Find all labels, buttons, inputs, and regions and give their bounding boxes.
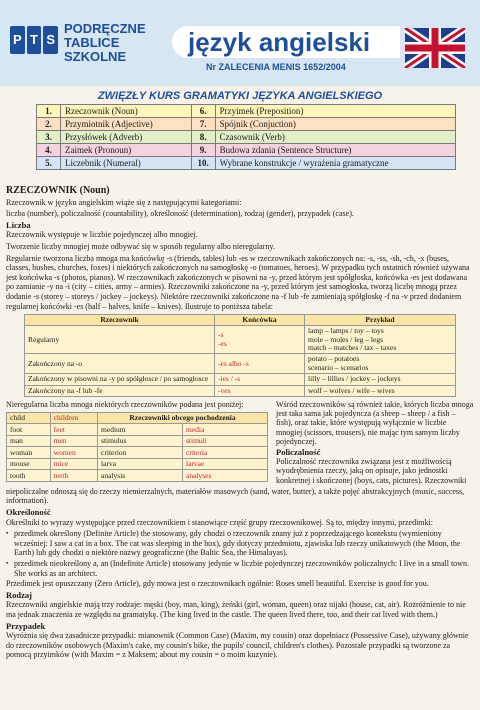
number-heading: Liczba [6,219,31,230]
contents-row [37,105,456,118]
table-cell: -s -es [215,326,305,354]
summary-title: ZWIĘZŁY KURS GRAMATYKI JĘZYKA ANGIELSKIEGO [97,90,383,102]
table-cell: larvae [183,458,268,470]
column-header: children [50,412,97,424]
contents-table [36,104,456,170]
irregular-right-column [276,400,474,487]
list-item: ▪ przedimek określony (Definite Article) the stosowany, gdy chodzi o rzeczownik znany już z poprzedzającego kontekstu (wymieniony wcześniej: I saw a cat in a box. The cat was sleeping in the box), gdy dotyczy przedmiotu, zjawiska lub rzeczy unikatowych (the Moon, the Earth) lub gdy chodzi o niektóre nazwy geograficzne (the Baltic Sea, the Himalayas). [6,529,474,558]
logo-letter-s: S [43,26,58,54]
plural-endings-table [24,314,456,397]
table-cell: lamp – lamps / toy – toys mole – moles / leg – legs match – matches / tax – taxes [305,326,456,354]
table-cell: stimulus [98,435,183,447]
table-cell: analysis [98,470,183,482]
contents-number: 5. [37,157,61,170]
zero-article-paragraph: Przedimek jest opuszczany (Zero Article), gdy mowa jest o rzeczownikach ogólnie: Roses smell beautiful. Exercise is good for you. [6,579,429,589]
table-cell: tooth [7,470,51,482]
table-cell: stimuli [183,435,268,447]
table-row [25,374,456,385]
table-row [25,354,456,374]
subject-title: język angielski [188,27,371,57]
table-row [7,458,268,470]
table-cell: Zakończony na -o [25,354,215,374]
table-cell: Zakończony na -f lub -fe [25,385,215,396]
table-cell: criterion [98,447,183,459]
contents-number: 7. [191,118,215,131]
header-banner [0,0,480,86]
contents-row [37,118,456,131]
article-list [6,529,474,578]
contents-number: 8. [191,131,215,144]
table-header-row [7,412,268,424]
pts-logo [10,26,58,54]
contents-number: 6. [191,105,215,118]
irregular-intro: Nieregularna liczba mnoga niektórych rzeczowników podana jest poniżej: [6,399,244,409]
table-cell: foot [7,424,51,436]
table-cell: potato – potatoes scenario – scenarios [305,354,456,374]
contents-item: Przyimek (Preposition) [215,105,455,118]
number-paragraph: Tworzenie liczby mnogiej może odbywać się w sposób regularny albo nieregularny. [6,241,275,251]
table-cell: -ves [215,385,305,396]
brand-name [64,22,146,64]
table-cell: lilly – lillies / jockey – jockeys [305,374,456,385]
column-header: child [7,412,51,424]
plural-rules-paragraph: Regularnie tworzona liczba mnoga ma końcówkę -s (friends, tables) lub -es w rzeczownikach zakończonych na: -s, -ss, -sh, -ch, -x (buses, classes, bushes, churches, foxes) i niektórych zakończonych na samogłoskę -o (tomatoes, heroes). W przypadku tych ostatnich również używana jest końcówka -s (photos, pianos). W rzeczownikach zakończonych w pisowni na -y, przed którym jest spółgłoska, końcówka -es jest dodawana po zamianie -y na -i (city – cities, army – armies). Rzeczowniki zakończone na -y, przed którym jest samogłoska, tworzą liczbę mnogą przez dodanie -s (storey – storeys / jockey – jockeys). Niektóre rzeczowniki zakończone na -f lub -fe zamieniają spółgłoskę -f na -v przed dodaniem regularnej końcówki -es (half – halves, knife – knives). Ilustruje to poniższa tabela: [6,253,470,311]
gender-paragraph: Rzeczowniki angielskie mają trzy rodzaje: męski (boy, man, king), żeński (girl, woman, queen) oraz nijaki (house, cat, air). Rozróżnienie to nie ma jednak znaczenia ze względu na gramatykę. (The king lived in the castle. The queen lived there, too, and their cat lived with them.) [6,600,466,619]
table-header-row [25,315,456,326]
case-heading: Przypadek [6,620,46,631]
table-cell: feet [50,424,97,436]
brand-line: TABLICE [64,35,120,50]
number-paragraph: Rzeczownik występuje w liczbie pojedynczej albo mnogiej. [6,230,198,240]
table-cell: woman [7,447,51,459]
contents-number: 9. [191,144,215,157]
list-item: ▪ przedimek nieokreślony a, an (Indefinite Article) stosowany jedynie w liczbie pojedynczej rzeczowników policzalnych: I live in a small town. She works as an architect. [6,559,474,578]
noun-intro: Rzeczownik w języku angielskim wiąże się z następującymi kategoriami: [6,197,242,207]
column-header: Rzeczownik [25,315,215,326]
table-cell: mouse [7,458,51,470]
table-cell: men [50,435,97,447]
contents-number: 1. [37,105,61,118]
contents-row [37,131,456,144]
contents-item: Zaimek (Pronoun) [61,144,192,157]
brand-line: PODRĘCZNE [64,21,146,36]
table-cell: analyses [183,470,268,482]
contents-number: 10. [191,157,215,170]
determination-paragraph: Określniki to wyrazy występujące przed rzeczownikiem i stanowiące część grupy rzeczownikowej. Są to, między innymi, przedimki: [6,517,433,527]
column-header: Przykład [305,315,456,326]
noun-section [6,186,474,662]
table-row [25,385,456,396]
column-header: Końcówka [215,315,305,326]
contents-number: 4. [37,144,61,157]
table-cell: larva [98,458,183,470]
table-row [25,326,456,354]
table-cell: women [50,447,97,459]
table-cell: -ies / -s [215,374,305,385]
table-cell: teeth [50,470,97,482]
logo-letter-t: T [27,26,42,54]
table-cell: Regularny [25,326,215,354]
column-header: Rzeczowniki obcego pochodzenia [98,412,268,424]
contents-number: 3. [37,131,61,144]
table-cell: Zakończony w pisowni na -y po spółgłosce / po samogłosce [25,374,215,385]
gender-heading: Rodzaj [6,589,32,600]
contents-item: Przysłówek (Adverb) [61,131,192,144]
table-cell: criteria [183,447,268,459]
contents-item: Liczebnik (Numeral) [61,157,192,170]
uncountable-paragraph: niepoliczalne odnoszą się do rzeczy niemierzalnych, materiałów masowych (sand, water, butter), a także pojęć abstrakcyjnych (music, success, information). [6,486,465,506]
brand-line: SZKOLNE [64,49,127,64]
table-cell: media [183,424,268,436]
irregular-section [6,400,474,487]
table-cell: medium [98,424,183,436]
table-cell: -es albo -s [215,354,305,374]
contents-number: 2. [37,118,61,131]
noun-heading: RZECZOWNIK (Noun) [6,185,110,196]
table-row [7,424,268,436]
table-row [7,470,268,482]
table-cell: mice [50,458,97,470]
case-paragraph: Wyróżnia się dwa zasadnicze przypadki: mianownik (Common Case) (Maxim, my cousin) oraz dopełniacz (Possessive Case), używany głównie do rzeczowników osobowych (Maxim's cake, my cousin's bike, the pupils' council, children's clothes). Pozostałe przypadki są tworzone za pomocą przyimków (with Maxim = z Maksem; about my cousin = o moim kuzynie). [6,631,469,660]
approval-number: Nr ZALECENIA MENIS 1652/2004 [206,62,346,72]
contents-item: Wybrane konstrukcje / wyrażenia gramatyczne [215,157,455,170]
irregular-left-column [6,400,268,487]
logo-letter-p: P [10,26,25,54]
contents-row [37,144,456,157]
uk-flag-icon [404,28,466,68]
same-form-paragraph: Wśród rzeczowników są również takie, których liczba mnoga jest taka sama jak pojedyncza (a sheep – sheep / a fish – fish), oraz takie, które występują wyłącznie w liczbie mnogiej (scissors, trousers), nie mając tym samym liczby pojedynczej. [276,399,474,446]
contents-item: Spójnik (Conjuction) [215,118,455,131]
irregular-plural-table [6,412,268,482]
contents-item: Budowa zdania (Sentence Structure) [215,144,455,157]
contents-row [37,157,456,170]
table-row [7,435,268,447]
contents-item: Czasownik (Verb) [215,131,455,144]
countability-paragraph: Policzalność rzeczownika związana jest z możliwością wyodrębnienia rzeczy, jaką on opisuje, jako jednostki konkretnej i skończonej (boys, cats, pictures). Rzeczowniki [276,457,467,485]
table-cell: wolf – wolves / wife – wives [305,385,456,396]
countability-heading: Policzalność [276,446,321,457]
contents-item: Rzeczownik (Noun) [61,105,192,118]
noun-categories: liczba (number), policzalność (countability), określoność (determination), rodzaj (gender), przypadek (case). [6,209,354,219]
table-cell: man [7,435,51,447]
table-row [7,447,268,459]
determination-heading: Określoność [6,506,51,517]
contents-item: Przymiotnik (Adjective) [61,118,192,131]
